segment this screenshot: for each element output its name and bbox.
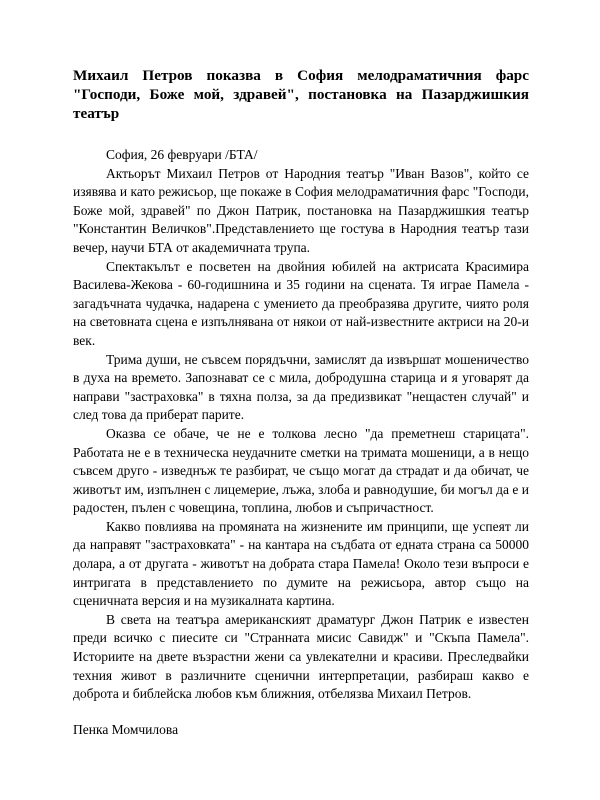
article-paragraph: Оказва се обаче, че не е толкова лесно "да преметнеш старицата". Работата не е в техническа неудачните сметки на тримата мошеници, а в нещо съвсем друго - изведнъж те разбират, че също могат да страдат и да обичат, че животът им, изпълнен с лицемерие, лъжа, злоба и равнодушие, би могъл да е и радостен, пълен с човещина, топлина, любов и съпричастност. [73,425,529,516]
article-paragraph: Актьорът Михаил Петров от Народния театър "Иван Вазов", който се изявява и като режисьор, ще покаже в София мелодраматичния фарс "Господи, Боже мой, здравей" по Джон Патрик, постановка на Пазарджишкия театър "Константин Величков".Представлението ще гостува в Народния театър тази вечер, научи БТА от академичната трупа. [73,165,529,255]
article-paragraph: Трима души, не съвсем порядъчни, замислят да извършат мошеничество в духа на времето. Запознават се с мила, добродушна старица и я уговарят да направи "застраховка" в тяхна полза, за да предизвикат "нещастен случай" и след това да приберат парите. [73,351,529,423]
article-paragraph: В света на театъра американският драматург Джон Патрик е известен преди всичко с пиесите си "Странната мисис Савидж" и "Скъпа Памела". Историите на двете възрастни жени са увлекателни и красиви. Преследвайки техния живот в различните сценични интерпретации, разбираш какво е доброта и библейска любов към ближния, отбелязва Михаил Петров. [73,611,529,702]
article-headline: Михаил Петров показва в София мелодраматичния фарс "Господи, Боже мой, здравей", постановка на Пазарджишкия театър [73,67,529,122]
article-author: Пенка Момчилова [73,721,179,737]
article-body [73,146,529,739]
article-paragraph: Какво повлиява на промяната на жизнените им принципи, ще успеят ли да направят "застраховката" - на кантара на съдбата от едната страна са 50000 долара, а от другата - животът на добрата стара Памела! Около тези въпроси е интригата в представлението по думите на режисьора, автор също на сценичната версия и на музикалната картина. [73,518,529,609]
article-dateline: София, 26 февруари /БТА/ [106,147,258,162]
article-paragraph: Спектакълът е посветен на двойния юбилей на актрисата Красимира Василева-Жекова - 60-годишнина и 35 години на сцената. Тя играе Памела - загадъчната чудачка, надарена с умението да преобразява другите, чиято роля на световната сцена е изпълнявана от някои от най-известните актриси на 20-и век. [73,258,529,348]
